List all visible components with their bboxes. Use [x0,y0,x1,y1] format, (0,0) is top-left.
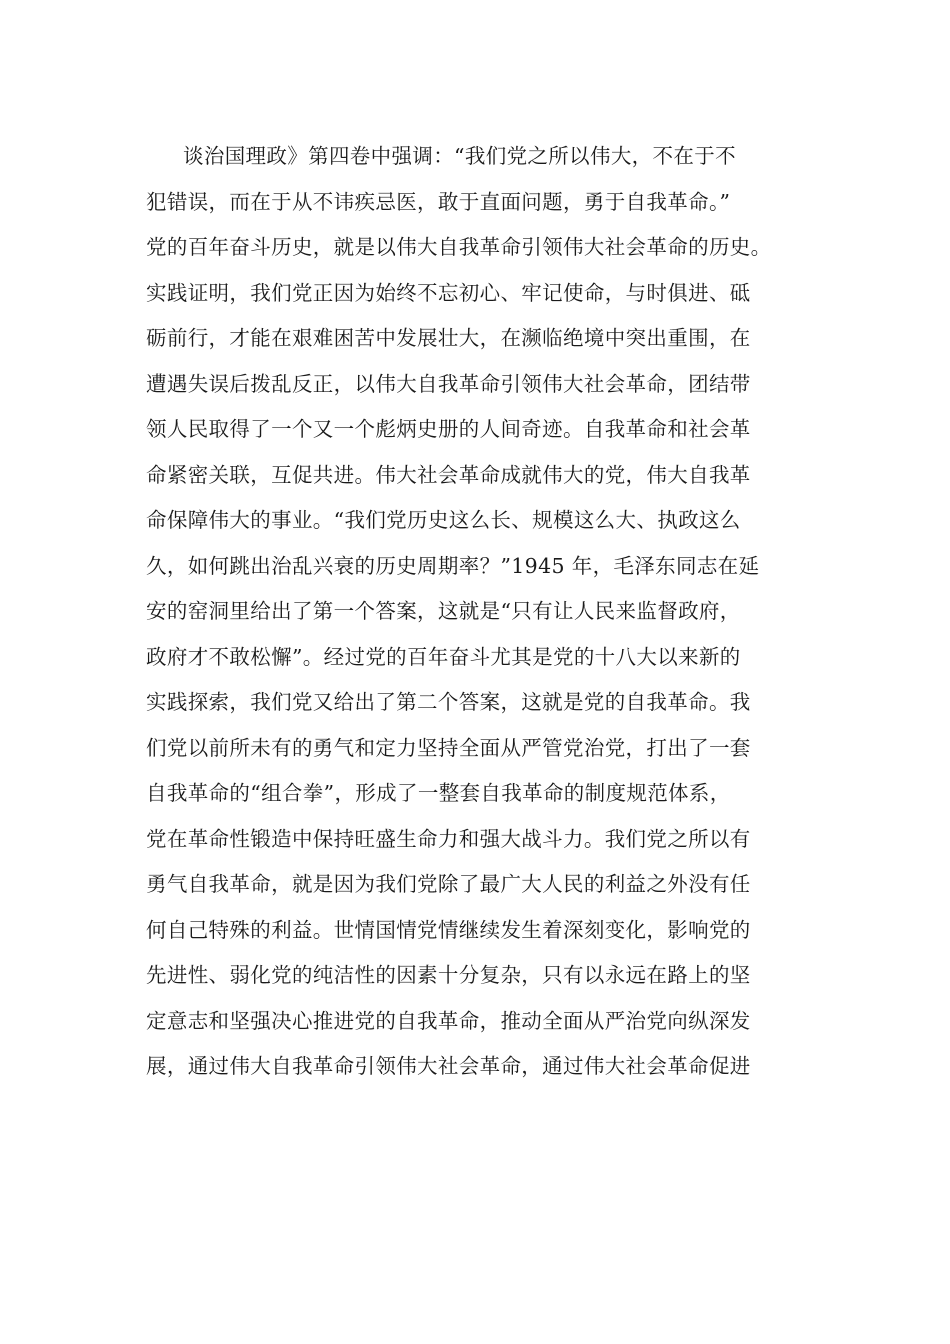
text-line: 自我革命的“组合拳”，形成了一整套自我革命的制度规范体系， [146,781,731,805]
text-line: 实践证明，我们党正因为始终不忘初心、牢记使命，与时俱进、砥 [146,280,751,305]
text-line: 犯错误，而在于从不讳疾忌医，敢于直面问题，勇于自我革命。” [146,189,731,214]
text-line: 命紧密关联，互促共进。伟大社会革命成就伟大的党，伟大自我革 [146,462,751,487]
text-line: 久，如何跳出治乱兴衰的历史周期率？”1945 年，毛泽东同志在延 [146,553,760,578]
text-line: 何自己特殊的利益。世情国情党情继续发生着深刻变化，影响党的 [146,917,751,942]
text-line: 党的百年奋斗历史，就是以伟大自我革命引领伟大社会革命的历史。 [146,235,772,259]
text-line: 安的窑洞里给出了第一个答案，这就是“只有让人民来监督政府， [146,599,741,623]
text-line: 谈治国理政》第四卷中强调：“我们党之所以伟大，不在于不 [183,144,736,168]
text-line: 展，通过伟大自我革命引领伟大社会革命，通过伟大社会革命促进 [146,1054,751,1078]
text-line: 领人民取得了一个又一个彪炳史册的人间奇迹。自我革命和社会革 [146,417,751,441]
text-line: 们党以前所未有的勇气和定力坚持全面从严管党治党，打出了一套 [146,735,751,760]
text-line: 定意志和坚强决心推进党的自我革命，推动全面从严治党向纵深发 [146,1008,751,1033]
text-line: 先进性、弱化党的纯洁性的因素十分复杂，只有以永远在路上的坚 [146,963,751,987]
text-line: 实践探索，我们党又给出了第二个答案，这就是党的自我革命。我 [146,690,751,714]
text-line: 党在革命性锻造中保持旺盛生命力和强大战斗力。我们党之所以有 [146,826,751,851]
text-line: 政府才不敢松懈”。经过党的百年奋斗尤其是党的十八大以来新的 [146,644,741,669]
text-line: 遭遇失误后拨乱反正，以伟大自我革命引领伟大社会革命，团结带 [146,371,751,396]
text-line: 砺前行，才能在艰难困苦中发展壮大，在濒临绝境中突出重围，在 [146,326,751,350]
text-line: 命保障伟大的事业。“我们党历史这么长、规模这么大、执政这么 [146,508,741,532]
body-paragraph [146,134,806,1090]
text-line: 勇气自我革命，就是因为我们党除了最广大人民的利益之外没有任 [146,872,751,896]
